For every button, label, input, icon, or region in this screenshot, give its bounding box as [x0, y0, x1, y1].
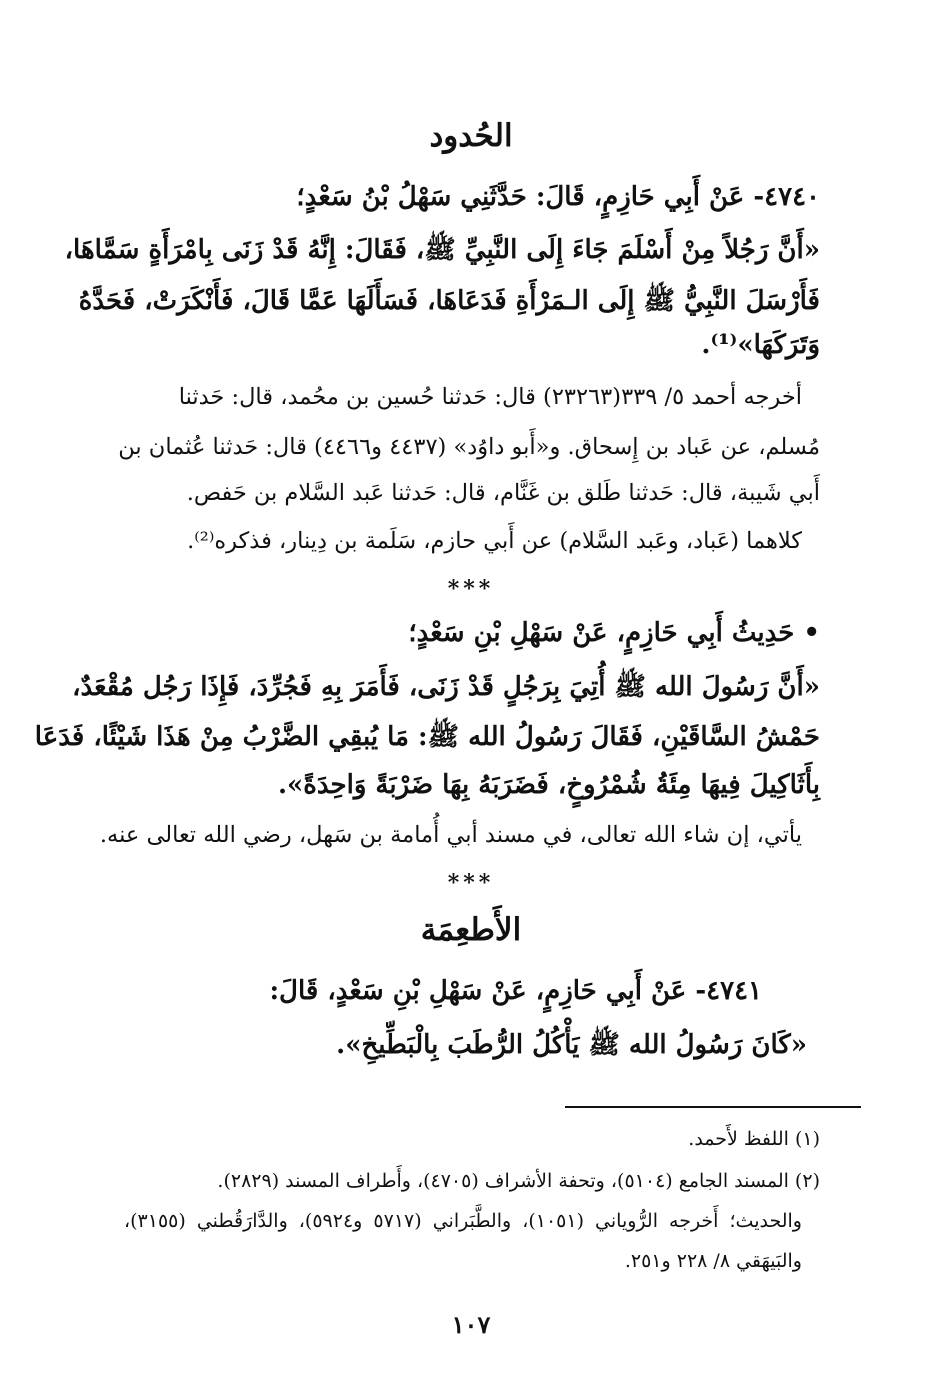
takhrij-line-3: أَبي شَيبة، قال: حَدثنا طَلق بن غَنَّام، قال: حَدثنا عَبد السَّلام بن حَفص. — [186, 480, 820, 506]
hadith-4740-isnad: ٤٧٤٠- عَنْ أَبِي حَازِمٍ، قَالَ: حَدَّثَنِي سَهْلُ بْنُ سَعْدٍ؛ — [296, 182, 820, 212]
hadith-bullet-matn-line-3: بِأَثَاكِيلَ فِيهَا مِئَةُ شُمْرُوخٍ، فَضَرَبَهُ بِهَا ضَرْبَةً وَاحِدَةً». — [277, 770, 820, 800]
hadith-4741-matn: «كَانَ رَسُولُ الله ﷺ يَأْكُلُ الرُّطَبَ بِالْبَطِّيخِ». — [336, 1030, 807, 1060]
hadith-4740-matn-line-3: وَتَرَكَهَا»⁽¹⁾. — [701, 330, 820, 360]
page-number: ١٠٧ — [451, 1310, 491, 1339]
separator-stars: *** — [447, 576, 495, 602]
footnote-separator-rule — [565, 1106, 861, 1108]
footnote-2-line-3: والبَيهَقي ٨/ ٢٢٨ و٢٥١. — [624, 1250, 802, 1272]
footnote-2-line-2: والحديث؛ أَخرجه الرُّوياني (١٠٥١)، والطَّبَراني (٥٧١٧ و٥٩٢٤)، والدَّارَقُطني (٣١٥٥)، — [124, 1210, 802, 1232]
footnote-2-line-1: (٢) المسند الجامع (٥١٠٤)، وتحفة الأشراف (٤٧٠٥)، وأَطراف المسند (٢٨٢٩). — [217, 1170, 820, 1192]
hadith-bullet-matn-line-2: حَمْشُ السَّاقَيْنِ، فَقَالَ رَسُولُ الله ﷺ: مَا يُبقِي الضَّرْبُ مِنْ هَذَا شَيْئًا، فَدَعَا — [34, 722, 820, 752]
hadith-bullet-matn-line-1: «أَنَّ رَسُولَ الله ﷺ أُتِيَ بِرَجُلٍ قَدْ زَنَى، فَأَمَرَ بِهِ فَجُرِّدَ، فَإِذَا رَجُل مُقْعَدٌ، — [72, 672, 820, 702]
takhrij-line-2: مُسلم، عن عَباد بن إِسحاق. و«أَبو داوُد» (٤٤٣٧ و٤٤٦٦) قال: حَدثنا عُثمان بن — [118, 434, 820, 460]
section-heading-hudud: الحُدود — [429, 118, 513, 154]
hadith-4741-isnad: ٤٧٤١- عَنْ أَبِي حَازِمٍ، عَنْ سَهْلِ بْنِ سَعْدٍ، قَالَ: — [269, 976, 762, 1006]
section-heading-atima: الأَطعِمَة — [420, 912, 522, 948]
separator-stars: *** — [447, 870, 495, 896]
takhrij-line-1: أخرجه أحمد ٥/ ٣٣٩(٢٣٢٦٣) قال: حَدثنا حُسين بن محُمد، قال: حَدثنا — [178, 384, 802, 410]
hadith-4740-matn-line-1: «أَنَّ رَجُلاً مِنْ أَسْلَمَ جَاءَ إِلَى النَّبِيِّ ﷺ، فَقَالَ: إِنَّهُ قَدْ زَنَى بِامْرَأَةٍ سَمَّاهَا، — [64, 235, 820, 265]
hadith-bullet-isnad: • حَدِيثُ أَبِي حَازِمٍ، عَنْ سَهْلِ بْنِ سَعْدٍ؛ — [408, 618, 820, 648]
hadith-bullet-note: يأتي، إن شاء الله تعالى، في مسند أبي أُمامة بن سَهل، رضي الله تعالى عنه. — [99, 822, 802, 848]
takhrij-line-4: كلاهما (عَباد، وعَبد السَّلام) عن أَبي حازم، سَلَمة بن دِينار، فذكره⁽²⁾. — [187, 528, 802, 554]
hadith-4740-matn-line-2: فَأَرْسَلَ النَّبِيُّ ﷺ إِلَى الـمَرْأَةِ فَدَعَاهَا، فَسَأَلَهَا عَمَّا قَالَ، فَأَنْكَرَتْ، فَحَدَّهُ — [78, 286, 820, 316]
footnote-1: (١) اللفظ لأَحمد. — [688, 1128, 820, 1150]
